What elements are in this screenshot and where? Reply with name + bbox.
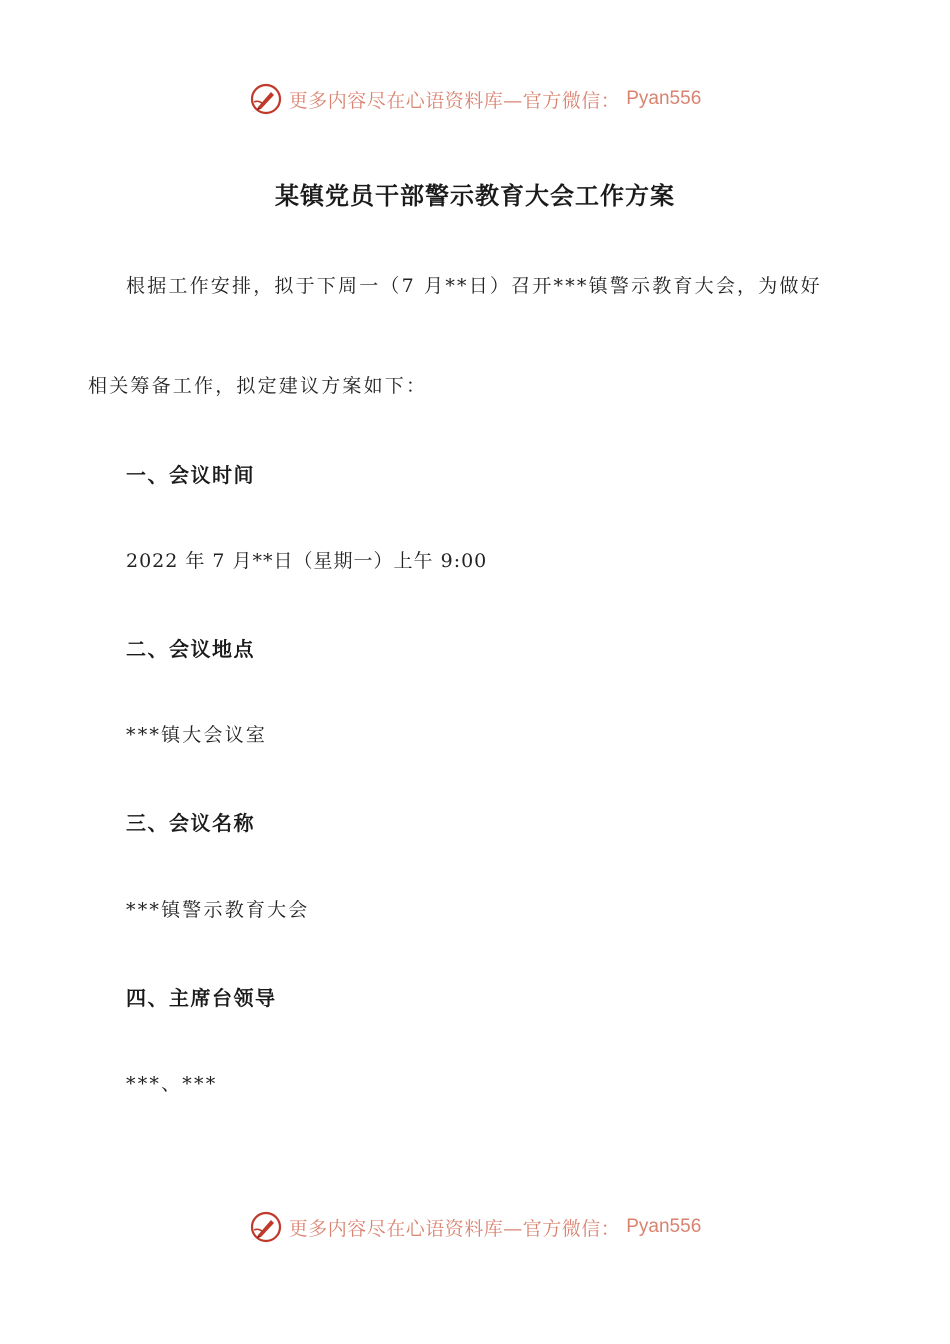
section-content-location: ***镇大会议室 [126,724,268,746]
section-content-name: ***镇警示教育大会 [126,899,310,921]
watermark-footer [0,1210,950,1244]
section-content-leaders: ***、*** [126,1073,218,1095]
watermark-handle: Pyan556 [626,88,702,109]
section-heading-leaders: 四、主席台领导 [126,986,277,1010]
watermark-header [0,82,950,116]
watermark-text: 更多内容尽在心语资料库—官方微信： [288,1217,621,1240]
pen-seal-icon [249,82,283,116]
intro-line-1: 根据工作安排，拟于下周一（7 月**日）召开***镇警示教育大会，为做好 [126,275,822,297]
intro-line-2: 相关筹备工作，拟定建议方案如下： [88,375,428,397]
section-heading-time: 一、会议时间 [126,463,255,487]
document-title: 某镇党员干部警示教育大会工作方案 [275,181,675,210]
section-content-time: 2022 年 7 月**日（星期一）上午 9:00 [126,550,488,572]
section-heading-location: 二、会议地点 [126,637,255,661]
section-heading-name: 三、会议名称 [126,811,255,835]
watermark-text: 更多内容尽在心语资料库—官方微信： [288,89,621,112]
watermark-handle: Pyan556 [626,1216,702,1237]
pen-seal-icon [249,1210,283,1244]
